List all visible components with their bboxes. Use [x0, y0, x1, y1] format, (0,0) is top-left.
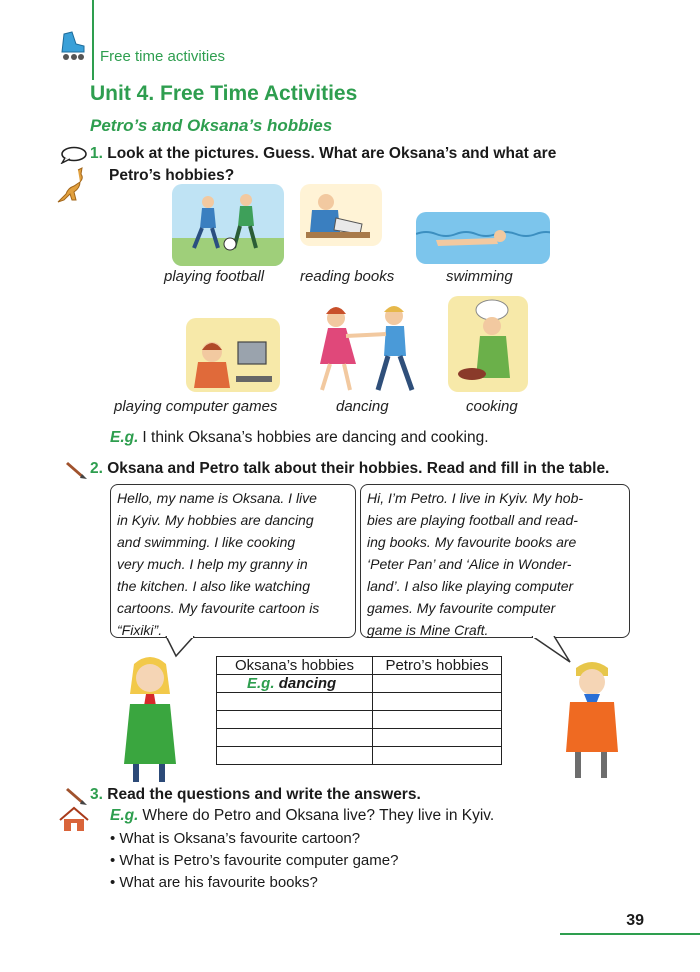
task1-text-line2: Petro’s hobbies? — [109, 167, 235, 184]
unit-title: Unit 4. Free Time Activities — [90, 82, 358, 105]
header-rule — [92, 0, 94, 80]
petro-line: Hi, I’m Petro. I live in Kyiv. My hob- — [367, 490, 584, 506]
oksana-line: and swimming. I like cooking — [117, 534, 296, 550]
oksana-speech-bubble — [110, 484, 356, 638]
table-example-label: E.g. — [247, 675, 275, 692]
page-number: 39 — [626, 912, 644, 929]
football-picture — [172, 184, 284, 266]
task1-example-label: E.g. — [110, 429, 139, 446]
table-example-value: dancing — [278, 675, 337, 692]
table-row — [217, 747, 502, 765]
oksana-line: “Fixiki”. — [117, 622, 163, 638]
oksana-answer-cell[interactable] — [217, 729, 373, 747]
petro-answer-cell[interactable] — [373, 747, 502, 765]
dancing-picture — [300, 300, 434, 396]
petro-answer-cell[interactable] — [373, 693, 502, 711]
task3-number: 3. — [90, 786, 103, 803]
cooking-picture — [448, 296, 528, 392]
oksana-hobbies-header: Oksana’s hobbies — [217, 657, 373, 675]
oksana-line: the kitchen. I also like watching — [117, 578, 310, 594]
task2-instruction — [90, 458, 650, 480]
oksana-answer-cell[interactable] — [217, 747, 373, 765]
table-header-row — [217, 657, 502, 675]
caption-dancing: dancing — [336, 398, 389, 415]
hobbies-table — [216, 656, 502, 765]
lesson-subtitle: Petro’s and Oksana’s hobbies — [90, 116, 333, 135]
task3-instruction — [90, 784, 610, 806]
table-row — [217, 693, 502, 711]
petro-answer-cell[interactable] — [373, 729, 502, 747]
petro-line: ing books. My favourite books are — [367, 534, 577, 550]
oksana-line: Hello, my name is Oksana. I live — [117, 490, 317, 506]
swimming-picture — [416, 212, 550, 264]
petro-answer-cell[interactable] — [373, 711, 502, 729]
task1-instruction — [90, 143, 630, 187]
page-number-rule — [560, 933, 700, 935]
caption-playing-computer-games: playing computer games — [114, 398, 278, 415]
petro-line: land’. I also like playing computer — [367, 578, 574, 594]
petro-line: bies are playing football and read- — [367, 512, 578, 528]
oksana-line: cartoons. My favourite cartoon is — [117, 600, 320, 616]
task3-example — [110, 807, 494, 825]
task1-example-text: I think Oksana’s hobbies are dancing and cooking. — [142, 429, 489, 446]
caption-playing-football: playing football — [164, 268, 265, 285]
pencil-icon — [66, 786, 88, 806]
example-cell — [217, 675, 373, 693]
task2-text: Oksana and Petro talk about their hobbies. Read and fill in the table. — [107, 460, 610, 477]
kangaroo-icon — [54, 166, 90, 206]
petro-hobbies-header: Petro’s hobbies — [373, 657, 502, 675]
task1-example — [110, 429, 489, 447]
question-item: • What are his favourite books? — [110, 874, 318, 891]
petro-answer-cell[interactable] — [373, 675, 502, 693]
computer-games-picture — [186, 318, 280, 392]
section-header: Free time activities — [100, 48, 226, 65]
petro-line: ‘Peter Pan’ and ‘Alice in Wonder- — [367, 556, 572, 572]
table-row — [217, 729, 502, 747]
petro-speech-bubble — [360, 484, 630, 638]
reading-picture — [300, 184, 382, 246]
oksana-answer-cell[interactable] — [217, 711, 373, 729]
question-item: • What is Petro’s favourite computer game? — [110, 852, 399, 869]
caption-cooking: cooking — [466, 398, 518, 415]
roller-skate-icon — [58, 30, 88, 62]
oksana-answer-cell[interactable] — [217, 693, 373, 711]
pencil-icon — [66, 460, 88, 480]
speech-bubble-icon — [60, 146, 88, 164]
petro-line: game is Mine Craft. — [367, 622, 489, 638]
oksana-character — [116, 654, 186, 784]
task2-number: 2. — [90, 460, 103, 477]
oksana-line: in Kyiv. My hobbies are dancing — [117, 512, 314, 528]
task1-text-line1: Look at the pictures. Guess. What are Oksana’s and what are — [107, 145, 557, 162]
question-item: • What is Oksana’s favourite cartoon? — [110, 830, 361, 847]
table-row — [217, 675, 502, 693]
house-icon — [58, 806, 90, 832]
petro-line: games. My favourite computer — [367, 600, 556, 616]
task3-example-label: E.g. — [110, 807, 139, 824]
task1-number: 1. — [90, 145, 103, 162]
caption-swimming: swimming — [446, 268, 513, 285]
oksana-line: very much. I help my granny in — [117, 556, 308, 572]
task3-example-text: Where do Petro and Oksana live? They live in Kyiv. — [142, 807, 495, 824]
table-row — [217, 711, 502, 729]
caption-reading-books: reading books — [300, 268, 395, 285]
task3-text: Read the questions and write the answers. — [107, 786, 421, 803]
petro-character — [556, 656, 626, 780]
